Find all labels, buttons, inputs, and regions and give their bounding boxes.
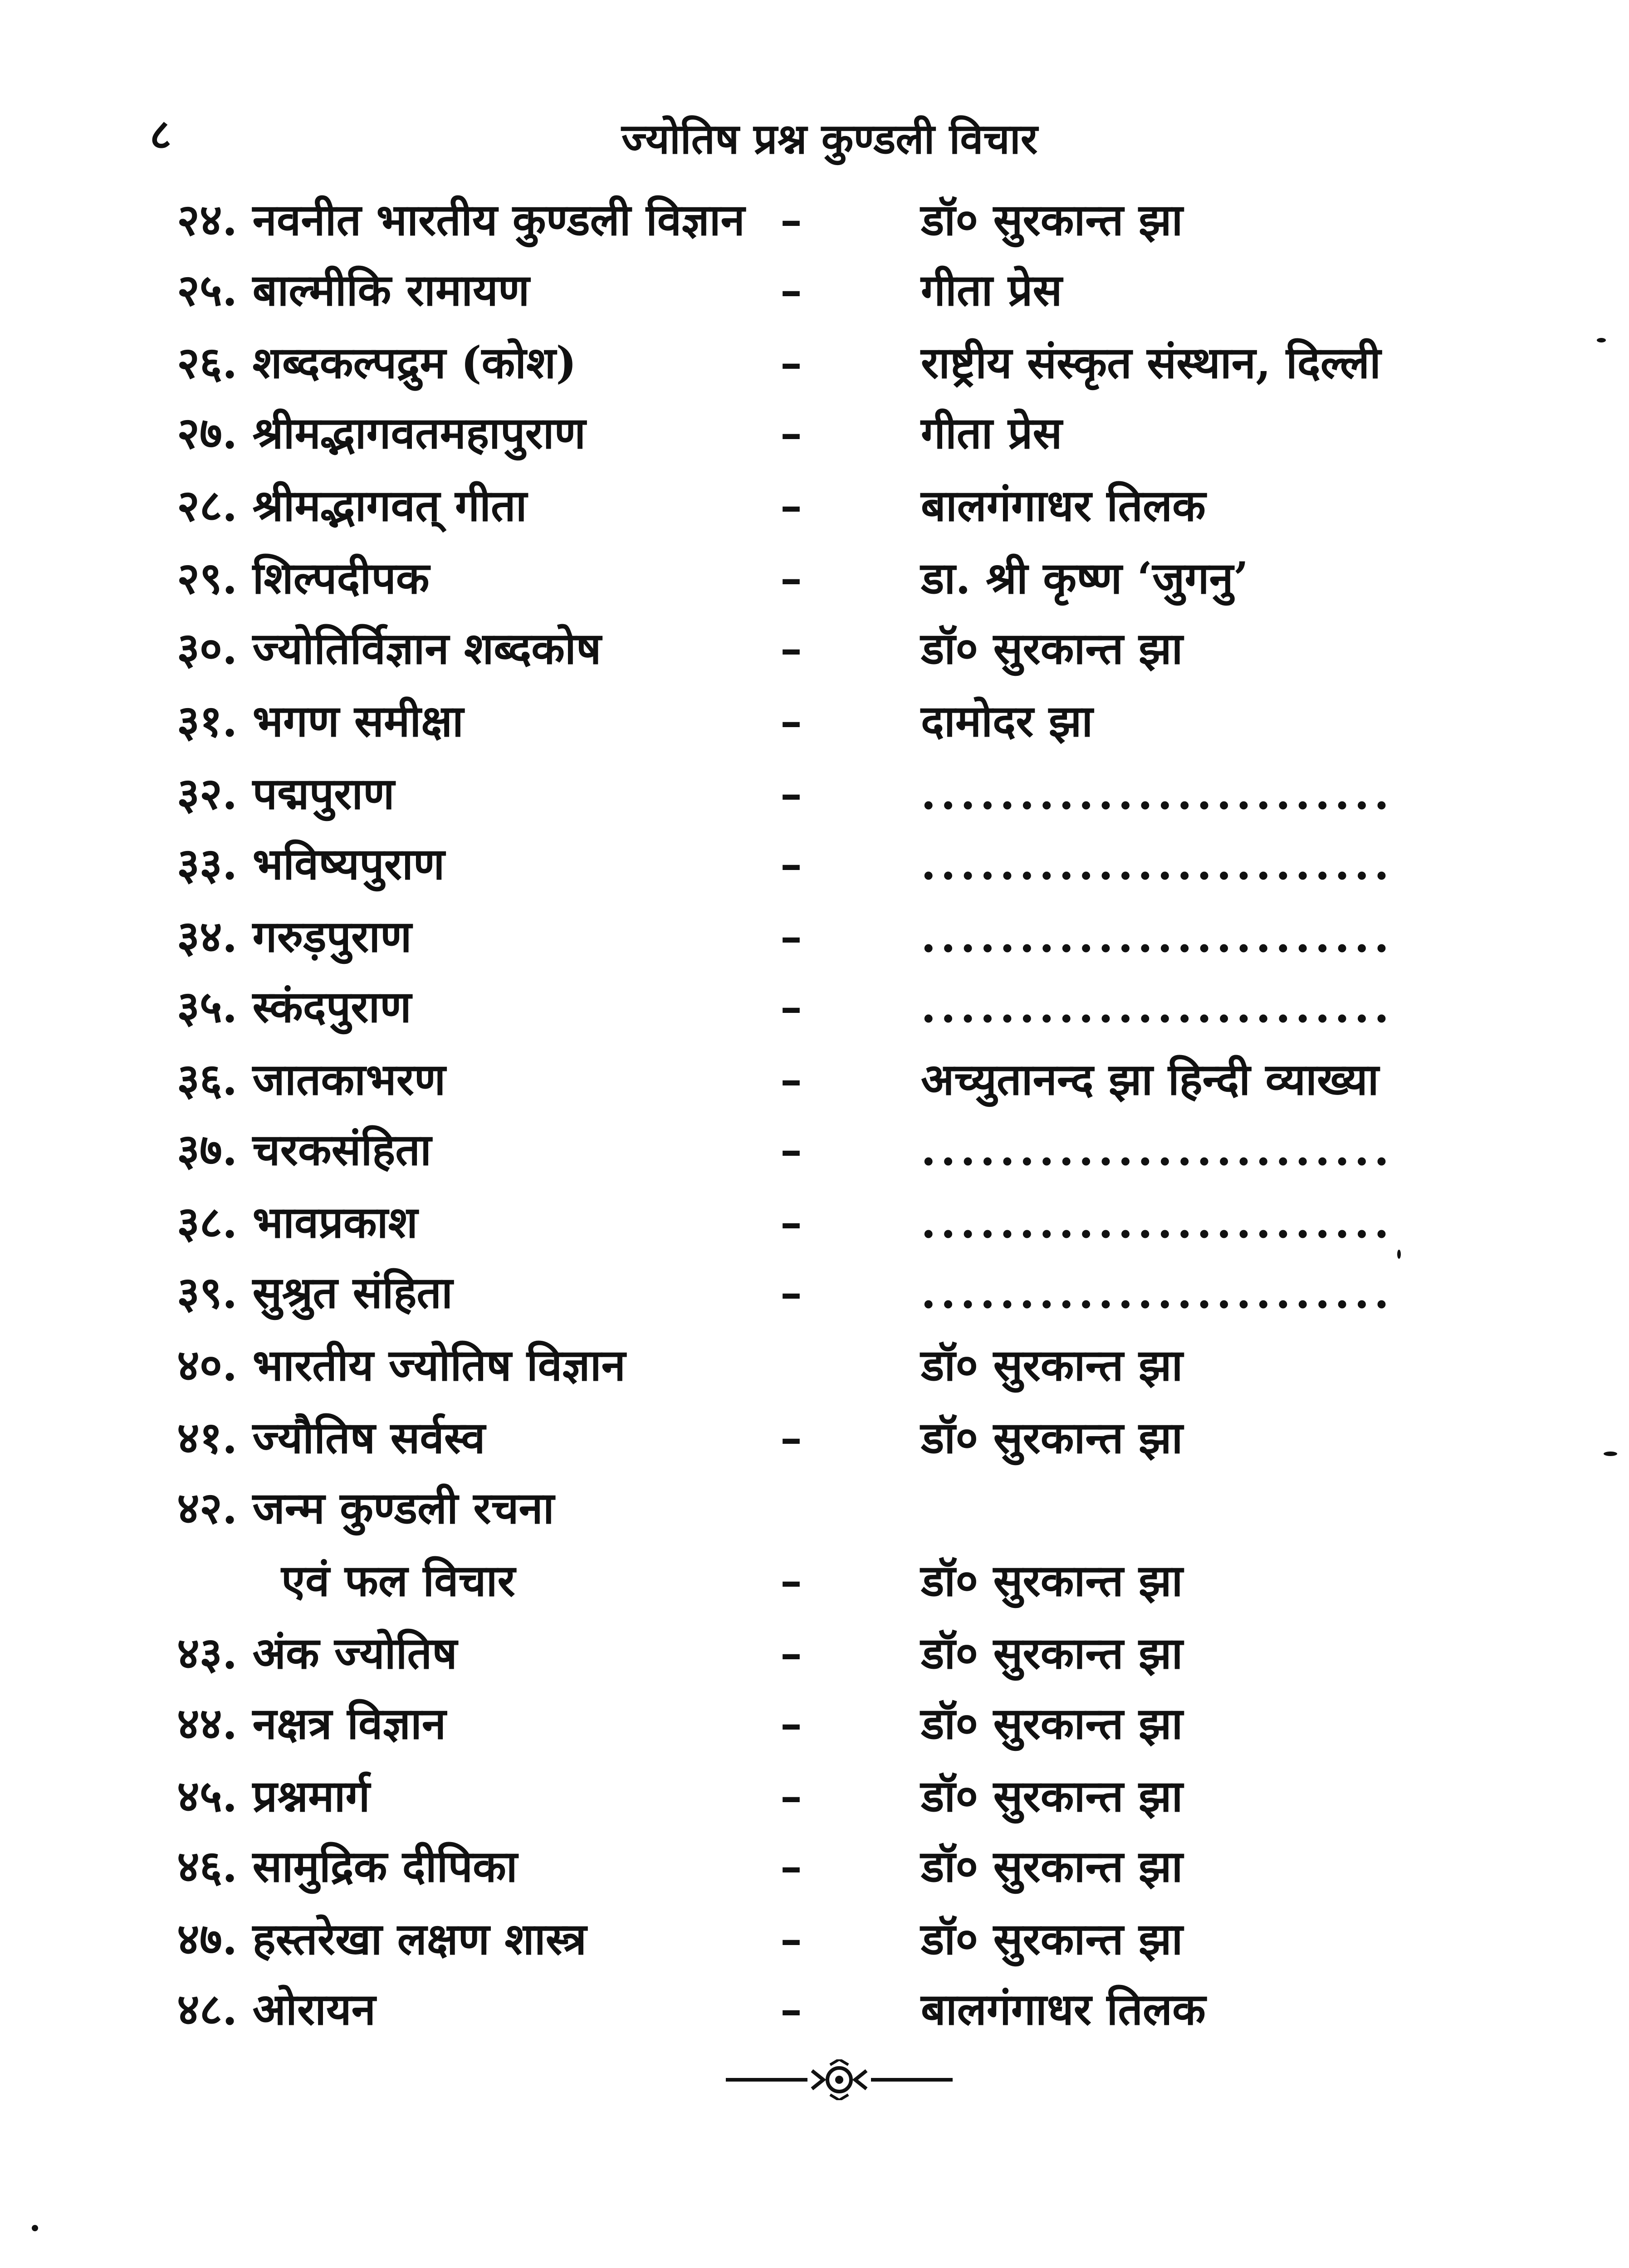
entry-title: ३२. पद्मपुराण	[177, 768, 395, 819]
list-item	[0, 256, 1629, 324]
entry-author: डा. श्री कृष्ण ‘जुगनु’	[921, 552, 1249, 604]
list-item	[0, 1116, 1629, 1184]
entry-title: २८. श्रीमद्भागवत् गीता	[177, 480, 527, 531]
entry-dash: –	[780, 1984, 802, 2035]
entry-dash: –	[780, 1124, 802, 1175]
entry-title: २६. शब्दकल्पद्रुम (कोश)	[177, 337, 577, 388]
entry-title: ३०. ज्योतिर्विज्ञान शब्दकोष	[177, 623, 602, 674]
list-item	[0, 1905, 1629, 1973]
entry-author: गीता प्रेस	[921, 407, 1062, 459]
entry-title: ३९. सुश्रुत संहिता	[177, 1267, 453, 1318]
entry-title: ३४. गरुड़पुराण	[177, 911, 412, 962]
scan-speck	[1604, 1452, 1617, 1456]
entry-author: राष्ट्रीय संस्कृत संस्थान, दिल्ली	[921, 337, 1381, 388]
scan-speck	[1397, 1250, 1401, 1259]
entry-dash: –	[780, 1197, 802, 1248]
list-item	[0, 1046, 1629, 1114]
entry-title: ४०. भारतीय ज्योतिष विज्ञान	[177, 1339, 626, 1391]
list-item	[0, 973, 1629, 1041]
entry-title: ४५. प्रश्नमार्ग	[177, 1770, 370, 1822]
list-item	[0, 186, 1629, 254]
entry-dash: –	[780, 1841, 802, 1892]
entry-title: ४७. हस्तरेखा लक्षण शास्त्र	[177, 1913, 587, 1965]
entry-title: ३७. चरकसंहिता	[177, 1124, 431, 1175]
running-head: ज्योतिष प्रश्न कुण्डली विचार	[621, 114, 1038, 163]
entry-dash: –	[780, 1267, 802, 1318]
entry-dash: –	[780, 337, 802, 388]
entry-dash: –	[780, 981, 802, 1032]
entry-title: २९. शिल्पदीपक	[177, 552, 430, 604]
entry-dash: –	[780, 1054, 802, 1105]
list-item	[0, 399, 1629, 467]
list-item	[0, 830, 1629, 898]
entry-title: ३५. स्कंदपुराण	[177, 981, 411, 1032]
entry-title: ४३. अंक ज्योतिष	[177, 1628, 457, 1679]
entry-title: ४४. नक्षत्र विज्ञान	[177, 1698, 446, 1749]
list-item	[0, 329, 1629, 397]
list-item	[0, 1474, 1629, 1542]
entry-author: डॉ० सुरकान्त झा	[921, 1412, 1183, 1463]
entry-title: ४१. ज्यौतिष सर्वस्व	[177, 1412, 485, 1463]
list-item	[0, 687, 1629, 755]
entry-title: ४६. सामुद्रिक दीपिका	[177, 1841, 518, 1892]
entry-dash: –	[780, 1412, 802, 1463]
entry-author: डॉ० सुरकान्त झा	[921, 194, 1183, 245]
scan-speck	[32, 2225, 38, 2231]
entry-dash: –	[780, 1913, 802, 1965]
entry-author: डॉ० सुरकान्त झा	[921, 1555, 1183, 1606]
entry-dash: –	[780, 1555, 802, 1606]
entry-author: ........................	[921, 838, 1394, 890]
entry-dash: –	[780, 911, 802, 962]
entry-author: अच्युतानन्द झा हिन्दी व्याख्या	[921, 1054, 1379, 1105]
list-item	[0, 1331, 1629, 1399]
entry-dash: –	[780, 407, 802, 459]
entry-author: ........................	[921, 1267, 1394, 1318]
entry-author: डॉ० सुरकान्त झा	[921, 1339, 1183, 1391]
entry-dash: –	[780, 480, 802, 531]
list-item	[0, 1619, 1629, 1687]
entry-author: डॉ० सुरकान्त झा	[921, 1770, 1183, 1822]
entry-title: ३८. भावप्रकाश	[177, 1197, 418, 1248]
entry-title: ४२. जन्म कुण्डली रचना	[177, 1482, 554, 1534]
entry-author: दामोदर झा	[921, 695, 1093, 747]
entry-author: बालगंगाधर तिलक	[921, 480, 1206, 531]
entry-title: एवं फल विचार	[281, 1555, 515, 1606]
ornament-divider	[721, 2059, 957, 2100]
list-item	[0, 1547, 1629, 1615]
entry-title: ३१. भगण समीक्षा	[177, 695, 464, 747]
entry-author: डॉ० सुरकान्त झा	[921, 1913, 1183, 1965]
list-item	[0, 615, 1629, 683]
list-item	[0, 472, 1629, 540]
list-item	[0, 1404, 1629, 1472]
entry-title: २५. बाल्मीकि रामायण	[177, 264, 530, 316]
entry-author: ........................	[921, 911, 1394, 962]
entry-author: गीता प्रेस	[921, 264, 1062, 316]
entry-author: डॉ० सुरकान्त झा	[921, 1841, 1183, 1892]
list-item	[0, 903, 1629, 971]
entry-author: डॉ० सुरकान्त झा	[921, 623, 1183, 674]
entry-title: २७. श्रीमद्भागवतमहापुराण	[177, 407, 586, 459]
entry-author: डॉ० सुरकान्त झा	[921, 1628, 1183, 1679]
entry-author: डॉ० सुरकान्त झा	[921, 1698, 1183, 1749]
list-item	[0, 544, 1629, 612]
entry-dash: –	[780, 695, 802, 747]
list-item	[0, 1188, 1629, 1256]
page-number: ८	[150, 110, 171, 159]
entry-dash: –	[780, 1628, 802, 1679]
entry-title: ४८. ओरायन	[177, 1984, 376, 2035]
list-item	[0, 1833, 1629, 1901]
entry-author: ........................	[921, 981, 1394, 1032]
list-item	[0, 1690, 1629, 1758]
entry-dash: –	[780, 264, 802, 316]
list-item	[0, 760, 1629, 828]
entry-dash: –	[780, 838, 802, 890]
list-item	[0, 1259, 1629, 1327]
entry-author: ........................	[921, 1124, 1394, 1175]
entry-dash: –	[780, 1770, 802, 1822]
entry-author: ........................	[921, 1197, 1394, 1248]
entry-dash: –	[780, 1698, 802, 1749]
scan-speck	[1597, 338, 1606, 342]
entry-title: ३६. जातकाभरण	[177, 1054, 446, 1105]
entry-dash: –	[780, 768, 802, 819]
entry-title: २४. नवनीत भारतीय कुण्डली विज्ञान	[177, 194, 745, 245]
entry-author: बालगंगाधर तिलक	[921, 1984, 1206, 2035]
entry-author: ........................	[921, 768, 1394, 819]
list-item	[0, 1975, 1629, 2043]
entry-dash: –	[780, 194, 802, 245]
list-item	[0, 1762, 1629, 1830]
entry-title: ३३. भविष्यपुराण	[177, 838, 445, 890]
entry-dash: –	[780, 623, 802, 674]
entry-dash: –	[780, 552, 802, 604]
